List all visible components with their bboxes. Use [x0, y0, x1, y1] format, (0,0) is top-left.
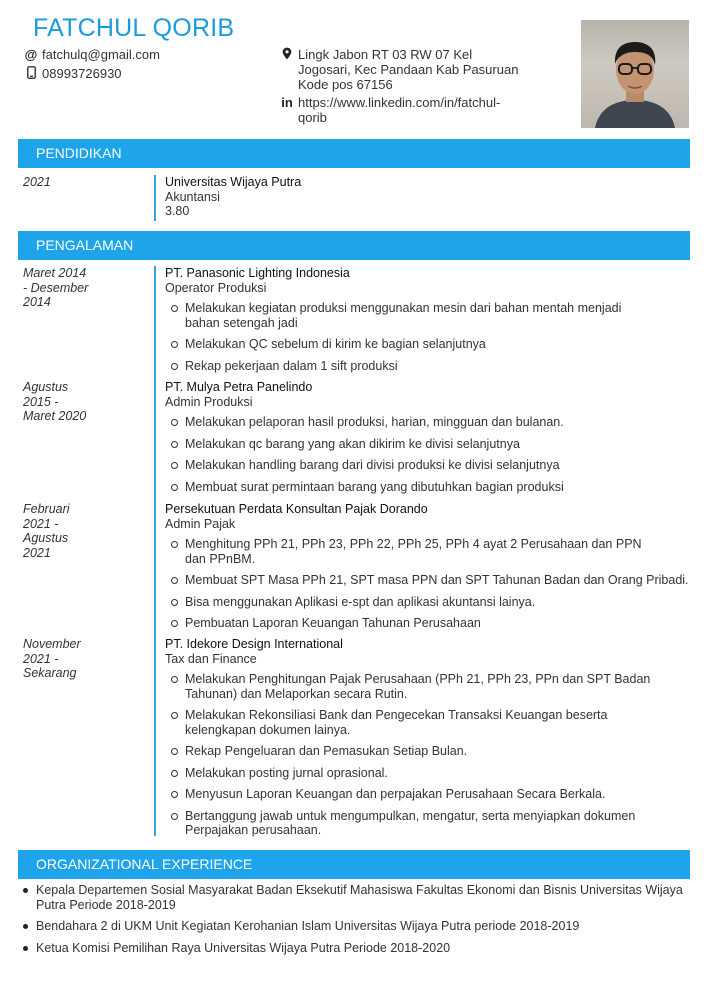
list-item: Kepala Departemen Sosial Masyarakat Badan Eksekutif Mahasiswa Fakultas Ekonomi dan Bisnis Universitas Wijaya Putra Periode 2018-2019	[22, 883, 687, 912]
experience-date: Agustus 2015 - Maret 2020	[23, 380, 87, 423]
list-item: Ketua Komisi Pemilihan Raya Universitas Wijaya Putra Periode 2018-2020	[22, 941, 687, 956]
list-item: Membuat SPT Masa PPh 21, SPT masa PPN dan SPT Tahunan Badan dan Orang Pribadi.	[165, 573, 690, 588]
experience-role: Operator Produksi	[165, 280, 267, 295]
at-icon: @	[24, 47, 38, 62]
experience-entry	[165, 266, 690, 380]
experience-entry	[165, 380, 690, 501]
linkedin-link[interactable]: https://www.linkedin.com/in/fatchul-qorib	[298, 95, 501, 125]
education-major: Akuntansi	[165, 189, 220, 204]
experience-date: November 2021 - Sekarang	[23, 637, 81, 680]
experience-bullets	[165, 672, 690, 838]
list-item: Rekap Pengeluaran dan Pemasukan Setiap Bulan.	[165, 744, 690, 759]
experience-bullets	[165, 537, 690, 631]
email-text[interactable]: fatchulq@gmail.com	[42, 47, 160, 62]
experience-bullets	[165, 415, 690, 494]
phone-text: 08993726930	[42, 66, 122, 81]
location-pin-icon	[280, 47, 294, 63]
experience-company: PT. Panasonic Lighting Indonesia	[165, 266, 350, 280]
organizational-section-header: ORGANIZATIONAL EXPERIENCE	[18, 850, 690, 879]
list-item: Melakukan QC sebelum di kirim ke bagian selanjutnya	[165, 337, 690, 352]
list-item: Melakukan qc barang yang akan dikirim ke divisi selanjutnya	[165, 437, 690, 452]
experience-entry	[165, 637, 690, 845]
experience-timeline-line	[154, 266, 156, 836]
experience-company: PT. Idekore Design International	[165, 637, 343, 651]
experience-role: Admin Pajak	[165, 516, 236, 531]
education-entry	[165, 175, 690, 219]
experience-date: Februari 2021 - Agustus 2021	[23, 502, 70, 560]
education-institution: Universitas Wijaya Putra	[165, 175, 302, 189]
list-item: Menyusun Laporan Keuangan dan perpajakan Perusahaan Secara Berkala.	[165, 787, 690, 802]
candidate-name: FATCHUL QORIB	[33, 14, 235, 42]
experience-date: Maret 2014 - Desember 2014	[23, 266, 89, 309]
phone-contact	[24, 66, 254, 81]
education-gpa: 3.80	[165, 204, 190, 218]
education-section-header: PENDIDIKAN	[18, 139, 690, 168]
list-item: Bisa menggunakan Aplikasi e-spt dan aplikasi akuntansi lainya.	[165, 595, 690, 610]
profile-photo	[581, 20, 689, 128]
linkedin-contact	[280, 95, 520, 125]
experience-bullets	[165, 301, 690, 373]
list-item: Rekap pekerjaan dalam 1 sift produksi	[165, 359, 690, 374]
experience-role: Tax dan Finance	[165, 651, 257, 666]
address-text: Lingk Jabon RT 03 RW 07 Kel Jogosari, Kec Pandaan Kab Pasuruan Kode pos 67156	[298, 47, 519, 92]
experience-role: Admin Produksi	[165, 394, 253, 409]
list-item: Melakukan Penghitungan Pajak Perusahaan (PPh 21, PPh 23, PPn dan SPT Badan Tahunan) dan Melaporkan secara Rutin.	[165, 672, 690, 701]
list-item: Bendahara 2 di UKM Unit Kegiatan Kerohanian Islam Universitas Wijaya Putra periode 2018-2019	[22, 919, 687, 934]
list-item: Melakukan posting jurnal oprasional.	[165, 766, 690, 781]
list-item: Membuat surat permintaan barang yang dibutuhkan bagian produksi	[165, 480, 690, 495]
list-item: Melakukan pelaporan hasil produksi, harian, mingguan dan bulanan.	[165, 415, 690, 430]
experience-company: Persekutuan Perdata Konsultan Pajak Dorando	[165, 502, 428, 516]
education-date: 2021	[23, 175, 51, 189]
list-item: Menghitung PPh 21, PPh 23, PPh 22, PPh 25, PPh 4 ayat 2 Perusahaan dan PPN dan PPnBM.	[165, 537, 660, 566]
list-item: Pembuatan Laporan Keuangan Tahunan Perusahaan	[165, 616, 690, 631]
experience-entry	[165, 502, 690, 638]
organizational-list	[22, 883, 687, 962]
address-contact	[280, 47, 520, 92]
experience-section-header: PENGALAMAN	[18, 231, 690, 260]
list-item: Melakukan handling barang dari divisi produksi ke divisi selanjutnya	[165, 458, 690, 473]
phone-icon	[24, 66, 38, 82]
email-contact	[24, 47, 254, 62]
education-timeline-line	[154, 175, 156, 221]
list-item: Bertanggung jawab untuk mengumpulkan, mengatur, serta menyiapkan dokumen Perpajakan perusahaan.	[165, 809, 655, 838]
experience-company: PT. Mulya Petra Panelindo	[165, 380, 313, 394]
list-item: Melakukan Rekonsiliasi Bank dan Pengecekan Transaksi Keuangan beserta kelengkapan dokumen lainya.	[165, 708, 680, 737]
linkedin-icon: in	[281, 95, 293, 110]
list-item: Melakukan kegiatan produksi menggunakan mesin dari bahan mentah menjadi bahan setengah jadi	[165, 301, 645, 330]
